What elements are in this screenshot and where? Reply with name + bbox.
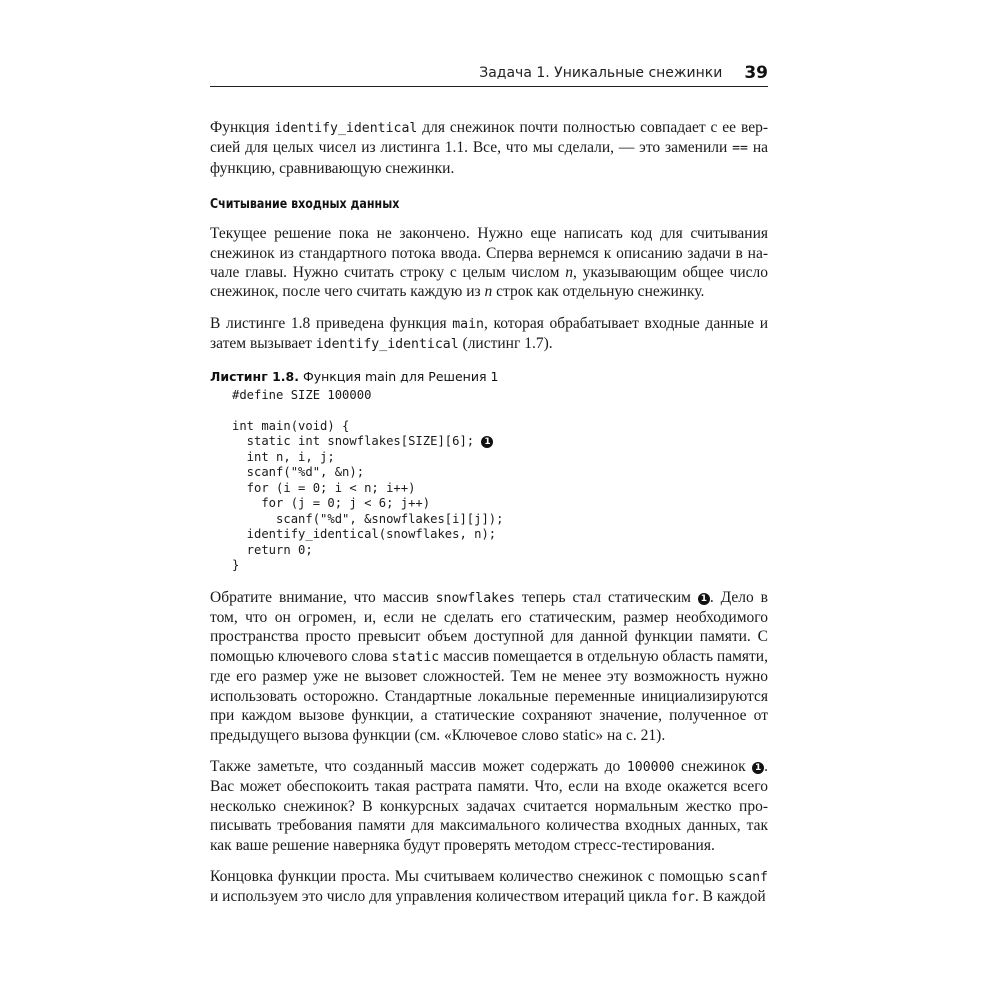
italic-variable: n: [565, 264, 573, 282]
inline-code: for: [671, 890, 695, 906]
text: снежинок: [674, 757, 753, 775]
text: . Вас может обеспокоить такая растрата памяти. Что, если на входе окажется всего несколько снежинок? В конкурсных задачах считается нормальным жестко прописывать требования памяти для максимального количества входных данных, так как ваше решение наверняка будут проверять методом стресс-тестирования.: [210, 757, 768, 854]
paragraph-6: [210, 867, 768, 908]
text: В листинге 1.8 приведена функция: [210, 314, 453, 332]
text: , которая обрабатывает входные данные и затем вызывает: [210, 314, 768, 353]
callout-marker: 1: [752, 762, 764, 774]
inline-code: 100000: [626, 759, 675, 775]
text: массив помещается в отдельную область памяти, где его размер уже не вызовет сложностей. Тем не менее эту возможность нужно использовать осторожно. Стандартные локальные переменные инициализируются при каждом вызове функции, а статические сохраняют значение, полученное от предыдущего вызова функции (см. «Ключевое слово static» на с. 21).: [210, 647, 768, 744]
text: для снежинок почти полностью совпадает с ее версией для целых чисел из листинга 1.1. Все, что мы сделали, — это заменили: [210, 119, 768, 157]
paragraph-3: [210, 314, 768, 355]
inline-code: identify_identical: [315, 337, 459, 353]
text: Функция: [210, 119, 275, 136]
code-text: int n, i, j; scanf("%d", &n); for (i = 0; i < n; i++) for (j = 0; j < 6; j++) scanf("%d", &snowflakes[i][j]); identify_identical(snowflakes, n); return 0; }: [232, 449, 504, 573]
paragraph-5: [210, 757, 768, 855]
inline-code: main: [452, 316, 484, 332]
code-listing: [232, 388, 768, 574]
listing-caption: [210, 369, 768, 384]
code-text: #define SIZE 100000 int main(void) { static int snowflakes[SIZE][6];: [232, 387, 475, 449]
text: , указывающим общее число снежинок, после чего считать каждую из: [210, 264, 768, 301]
text: Обратите внимание, что массив: [210, 588, 436, 606]
inline-code: scanf: [728, 869, 768, 885]
page-number: 39: [744, 63, 768, 83]
text: . Дело в том, что он огромен, и, если не сделать его статическим, размер необходимого пространства просто превысит объем доступной для данной функции памяти. С помощью ключевого слова: [210, 588, 769, 665]
paragraph-2: [210, 224, 768, 302]
text: Также заметьте, что созданный массив может содержать до: [210, 757, 627, 775]
chapter-title: Задача 1. Уникальные снежинки: [479, 65, 723, 81]
text: (листинг 1.7).: [458, 335, 553, 353]
callout-marker: 1: [481, 436, 493, 448]
inline-code: identify_identical: [274, 121, 418, 136]
inline-code: ==: [732, 141, 748, 157]
callout-marker: 1: [698, 593, 710, 605]
text: Концовка функции проста. Мы считываем количество снежинок с помощью: [210, 867, 729, 885]
text: Текущее решение пока не закончено. Нужно еще написать код для считывания снежинок из стандартного потока ввода. Сперва вернемся к описанию задачи в начале главы. Нужно считать строку с целым числом: [210, 225, 768, 282]
paragraph-1: [210, 118, 768, 178]
text: строк как отдельную снежинку.: [492, 283, 705, 301]
listing-title: Функция main для Решения 1: [302, 368, 499, 384]
text: теперь стал статическим: [515, 588, 698, 606]
running-head: [210, 60, 768, 87]
italic-variable: n: [484, 283, 493, 301]
inline-code: snowflakes: [435, 590, 515, 606]
section-heading: Считывание входных данных: [210, 196, 400, 213]
text: на функцию, сравнивающую снежинки.: [210, 139, 768, 177]
paragraph-4: [210, 588, 768, 745]
text: . В каждой: [694, 888, 766, 906]
text: и используем это число для управления количеством итераций цикла: [210, 888, 672, 906]
inline-code: static: [391, 649, 440, 665]
listing-label: Листинг 1.8.: [210, 368, 299, 384]
page-body: [210, 118, 768, 920]
